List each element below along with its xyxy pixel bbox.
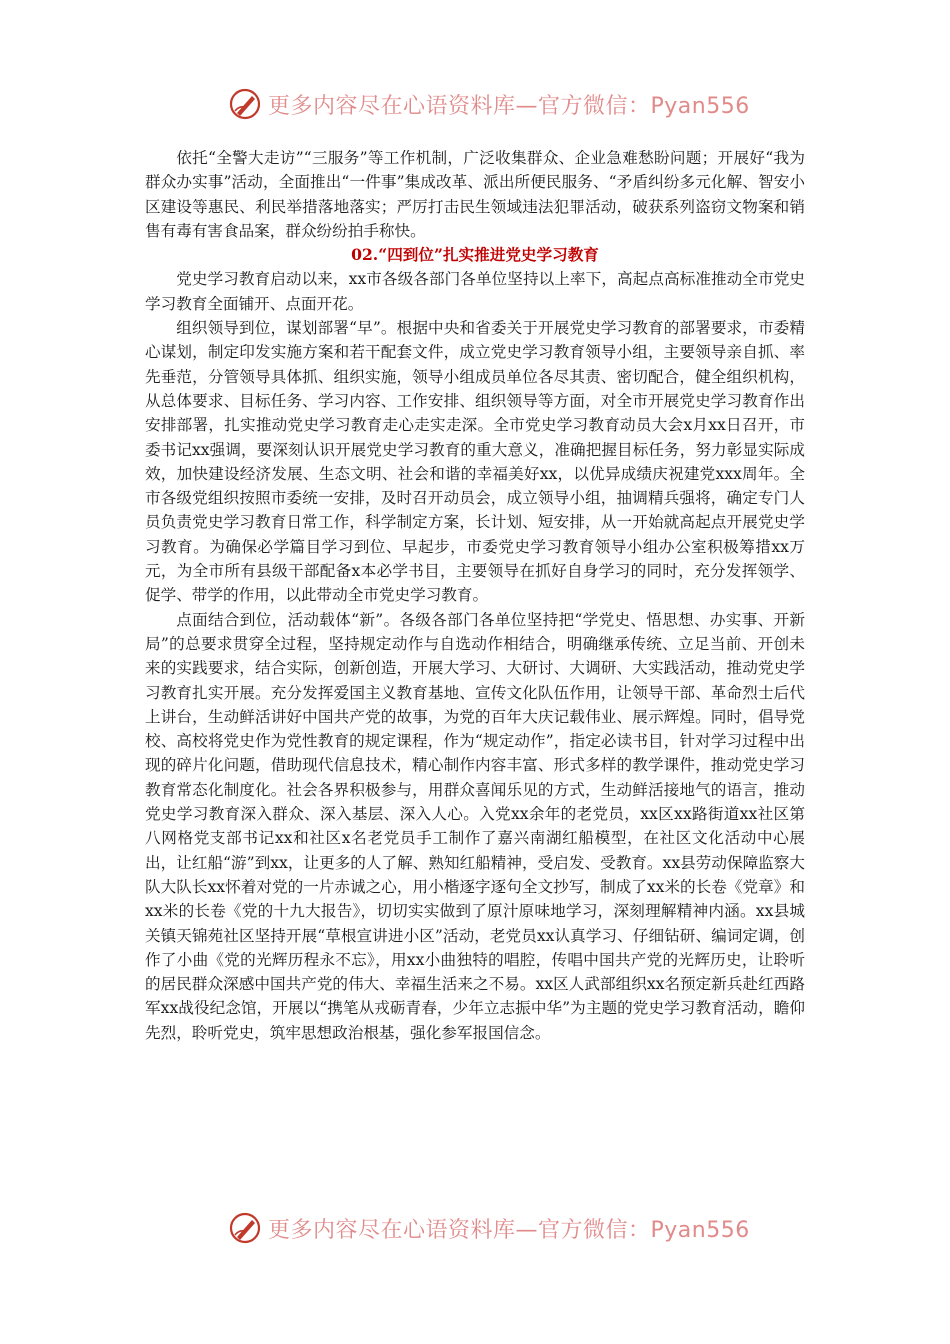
pen-logo-icon xyxy=(228,1211,262,1245)
body-paragraph: 党史学习教育启动以来，xx市各级各部门各单位坚持以上率下，高起点高标准推动全市党史学习教育全面铺开、点面开花。 xyxy=(145,270,805,313)
body-paragraph: 点面结合到位，活动载体“新”。各级各部门各单位坚持把“学党史、悟思想、办实事、开新局”的总要求贯穿全过程，坚持规定动作与自选动作相结合，明确继承传统、立足当前、开创未来的实践要求，结合实际，创新创造，开展大学习、大研讨、大调研、大实践活动，推动党史学习教育扎实开展。充分发挥爱国主义教育基地、宣传文化队伍作用，让领导干部、革命烈士后代上讲台，生动鲜活讲好中国共产党的故事，为党的百年大庆记载伟业、展示辉煌。同时，倡导党校、高校将党史作为党性教育的规定课程，作为“规定动作”，指定必读书目，针对学习过程中出现的碎片化问题，借助现代信息技术，精心制作内容丰富、形式多样的教学课件，推动党史学习教育常态化制度化。社会各界积极参与，用群众喜闻乐见的方式，生动鲜活接地气的语言，推动党史学习教育深入群众、深入基层、深入人心。入党xx余年的老党员，xx区xx路街道xx社区第八网格党支部书记xx和社区x名老党员手工制作了嘉兴南湖红船模型，在社区文化活动中心展出，让红船“游”到xx，让更多的人了解、熟知红船精神，受启发、受教育。xx县劳动保障监察大队大队长xx怀着对党的一片赤诚之心，用小楷逐字逐句全文抄写，制成了xx米的长卷《党章》和xx米的长卷《党的十九大报告》，切切实实做到了原汁原味地学习，深刻理解精神内涵。xx县城关镇天锦苑社区坚持开展“草根宣讲进小区”活动，老党员xx认真学习、仔细钻研、编词定调，创作了小曲《党的光辉历程永不忘》，用xx小曲独特的唱腔，传唱中国共产党的光辉历史，让聆听的居民群众深感中国共产党的伟大、幸福生活来之不易。xx区人武部组织xx名预定新兵赴红西路军xx战役纪念馆，开展以“携笔从戎砺青春，少年立志振中华”为主题的党史学习教育活动，瞻仰先烈，聆听党史，筑牢思想政治根基，强化参军报国信念。 xyxy=(145,610,805,1042)
body-paragraph: 组织领导到位，谋划部署“早”。根据中央和省委关于开展党史学习教育的部署要求，市委精心谋划，制定印发实施方案和若干配套文件，成立党史学习教育领导小组，主要领导亲自抓、率先垂范，分管领导具体抓、组织实施，领导小组成员单位各尽其责、密切配合，健全组织机构，从总体要求、目标任务、学习内容、工作安排、组织领导等方面，对全市开展党史学习教育作出安排部署，扎实推动党史学习教育走心走实走深。全市党史学习教育动员大会x月xx日召开，市委书记xx强调，要深刻认识开展党史学习教育的重大意义，准确把握目标任务，努力彰显实际成效，加快建设经济发展、生态文明、社会和谐的幸福美好xx，以优异成绩庆祝建党xxx周年。全市各级党组织按照市委统一安排，及时召开动员会，成立领导小组，抽调精兵强将，确定专门人员负责党史学习教育日常工作，科学制定方案，长计划、短安排，从一开始就高起点开展党史学习教育。为确保必学篇目学习到位、早起步，市委党史学习教育领导小组办公室积极筹措xx万元，为全市所有县级干部配备x本必学书目，主要领导在抓好自身学习的同时，充分发挥领学、促学、带学的作用，以此带动全市党史学习教育。 xyxy=(145,319,805,605)
section-heading: 02.“四到位”扎实推进党史学习教育 xyxy=(351,245,599,265)
footer-watermark xyxy=(228,1210,750,1246)
document-body xyxy=(145,146,805,1045)
header-watermark xyxy=(228,86,750,122)
footer-watermark-text: 更多内容尽在心语资料库—官方微信：Pyan556 xyxy=(268,1217,750,1243)
header-watermark-text: 更多内容尽在心语资料库—官方微信：Pyan556 xyxy=(268,93,750,119)
pen-logo-icon xyxy=(228,87,262,121)
body-paragraph: 依托“全警大走访”“三服务”等工作机制，广泛收集群众、企业急难愁盼问题；开展好“我为群众办实事”活动，全面推出“一件事”集成改革、派出所便民服务、“矛盾纠纷多元化解、智安小区建设等惠民、利民举措落地落实；严厉打击民生领域违法犯罪活动，破获系列盗窃文物案和销售有毒有害食品案，群众纷纷拍手称快。 xyxy=(145,149,805,240)
